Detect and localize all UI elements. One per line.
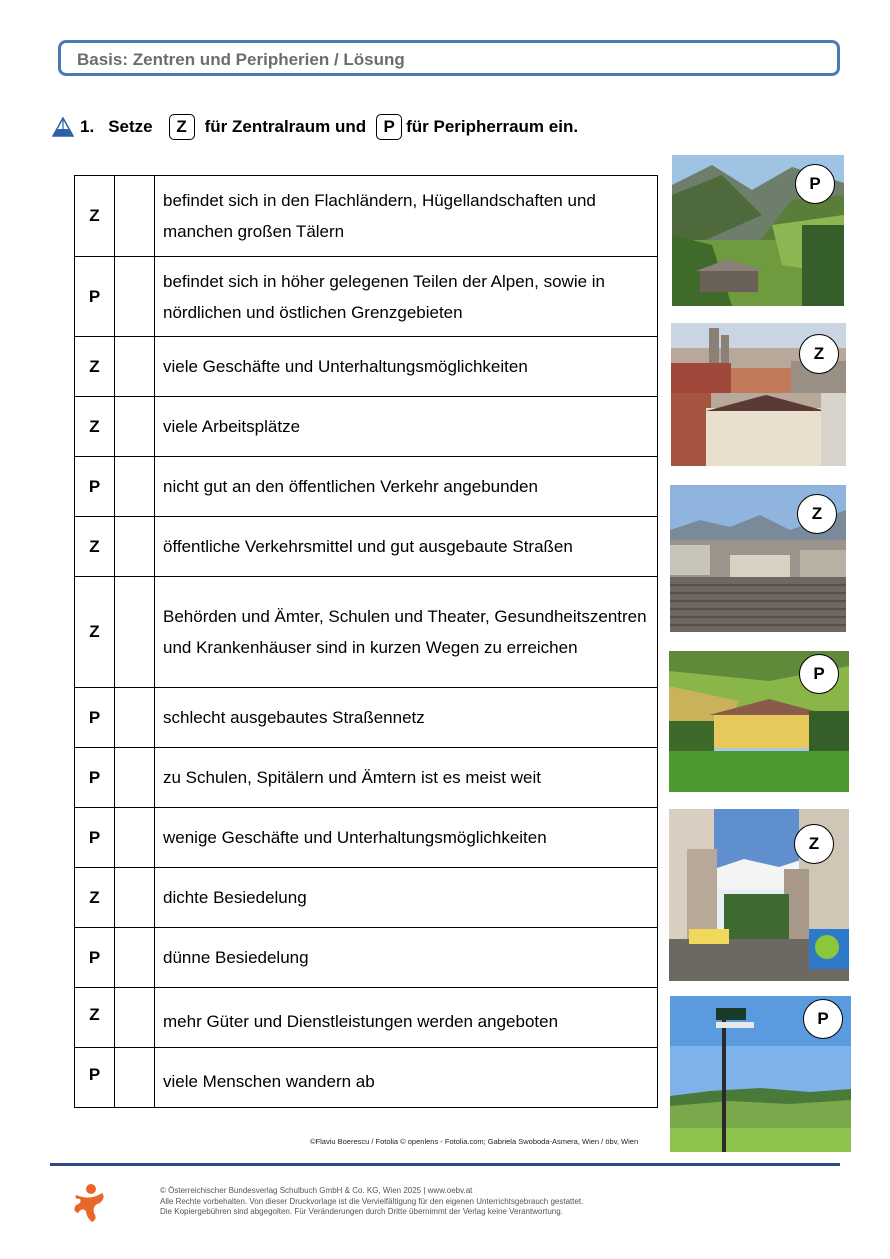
empty-cell <box>115 337 155 397</box>
footer-text <box>160 1186 583 1218</box>
photo-alpine-valley <box>672 155 844 306</box>
table-row <box>75 928 658 988</box>
answer-cell: P <box>75 1048 115 1108</box>
task-instruction <box>52 113 578 141</box>
table-row <box>75 748 658 808</box>
empty-cell <box>115 808 155 868</box>
empty-cell <box>115 397 155 457</box>
statement-cell: befindet sich in den Flachländern, Hügellandschaften und manchen großen Tälern <box>155 176 658 257</box>
statement-cell: schlecht ausgebautes Straßennetz <box>155 688 658 748</box>
statement-cell: dichte Besiedelung <box>155 868 658 928</box>
answer-cell: Z <box>75 517 115 577</box>
empty-cell <box>115 517 155 577</box>
statement-cell: öffentliche Verkehrsmittel und gut ausgebaute Straßen <box>155 517 658 577</box>
statement-cell: Behörden und Ämter, Schulen und Theater, Gesundheitszentren und Krankenhäuser sind in kurzen Wegen zu erreichen <box>155 577 658 688</box>
answer-cell: Z <box>75 397 115 457</box>
key-p-box: P <box>376 114 402 140</box>
footer-line-1: © Österreichischer Bundesverlag Schulbuch GmbH & Co. KG, Wien 2025 | www.oebv.at <box>160 1186 473 1195</box>
level-triangle-icon <box>52 117 74 137</box>
answer-cell: P <box>75 257 115 337</box>
statement-cell: mehr Güter und Dienstleistungen werden angeboten <box>155 988 658 1048</box>
statement-cell: viele Menschen wandern ab <box>155 1048 658 1108</box>
photo-label-badge: Z <box>797 494 837 534</box>
table-row <box>75 257 658 337</box>
empty-cell <box>115 748 155 808</box>
footer-divider <box>50 1163 840 1166</box>
photo-bus-stop-countryside <box>670 996 851 1152</box>
statement-cell: zu Schulen, Spitälern und Ämtern ist es meist weit <box>155 748 658 808</box>
table-row <box>75 988 658 1048</box>
photo-label-badge: P <box>795 164 835 204</box>
photo-town-market <box>669 809 849 981</box>
table-row <box>75 808 658 868</box>
answer-cell: P <box>75 808 115 868</box>
photo-label-badge: Z <box>794 824 834 864</box>
statement-cell: viele Arbeitsplätze <box>155 397 658 457</box>
empty-cell <box>115 257 155 337</box>
photo-credit: ©Flaviu Boerescu / Fotolia © openlens - Fotolia.com; Gabriela Swoboda-Asmera, Wien / öbv, Wien <box>310 1137 639 1146</box>
task-text-after: für Peripherraum ein. <box>406 117 579 136</box>
empty-cell <box>115 1048 155 1108</box>
photo-label-badge: P <box>799 654 839 694</box>
table-row <box>75 457 658 517</box>
footer-line-2: Alle Rechte vorbehalten. Von dieser Druckvorlage ist die Vervielfältigung für den eigenen Unterrichtsgebrauch gestattet. <box>160 1196 584 1206</box>
empty-cell <box>115 577 155 688</box>
task-text-middle: für Zentralraum und <box>204 117 367 136</box>
answer-cell: P <box>75 928 115 988</box>
task-text-before: Setze <box>108 117 153 136</box>
answer-cell: P <box>75 457 115 517</box>
statement-cell: befindet sich in höher gelegenen Teilen der Alpen, sowie in nördlichen und östlichen Grenzgebieten <box>155 257 658 337</box>
photo-label-badge: P <box>803 999 843 1039</box>
statement-cell: dünne Besiedelung <box>155 928 658 988</box>
empty-cell <box>115 868 155 928</box>
table-row <box>75 397 658 457</box>
photo-city-railway <box>670 485 846 632</box>
table-row <box>75 176 658 257</box>
table-row <box>75 517 658 577</box>
answer-cell: Z <box>75 577 115 688</box>
photo-label-badge: Z <box>799 334 839 374</box>
answer-cell: P <box>75 748 115 808</box>
table-row <box>75 577 658 688</box>
statement-cell: viele Geschäfte und Unterhaltungsmöglichkeiten <box>155 337 658 397</box>
empty-cell <box>115 928 155 988</box>
table-row <box>75 688 658 748</box>
publisher-logo-icon <box>70 1183 110 1223</box>
empty-cell <box>115 457 155 517</box>
statement-cell: wenige Geschäfte und Unterhaltungsmöglichkeiten <box>155 808 658 868</box>
header-box <box>58 40 840 76</box>
photo-city-rooftops <box>671 323 846 466</box>
empty-cell <box>115 988 155 1048</box>
table-row <box>75 1048 658 1108</box>
table-row <box>75 337 658 397</box>
answer-cell: P <box>75 688 115 748</box>
empty-cell <box>115 688 155 748</box>
statement-cell: nicht gut an den öffentlichen Verkehr angebunden <box>155 457 658 517</box>
task-number: 1. <box>80 117 95 136</box>
table-row <box>75 868 658 928</box>
answer-cell: Z <box>75 176 115 257</box>
key-z-box: Z <box>169 114 195 140</box>
footer-line-3: Die Kopiergebühren sind abgegolten. Für Veränderungen durch Dritte übernimmt der Verlag keine Verantwortung. <box>160 1207 563 1216</box>
answer-cell: Z <box>75 337 115 397</box>
photo-rural-farm <box>669 651 849 792</box>
page-title: Basis: Zentren und Peripherien / Lösung <box>77 50 405 69</box>
answer-cell: Z <box>75 868 115 928</box>
answer-cell: Z <box>75 988 115 1048</box>
solution-table <box>74 175 658 1108</box>
empty-cell <box>115 176 155 257</box>
